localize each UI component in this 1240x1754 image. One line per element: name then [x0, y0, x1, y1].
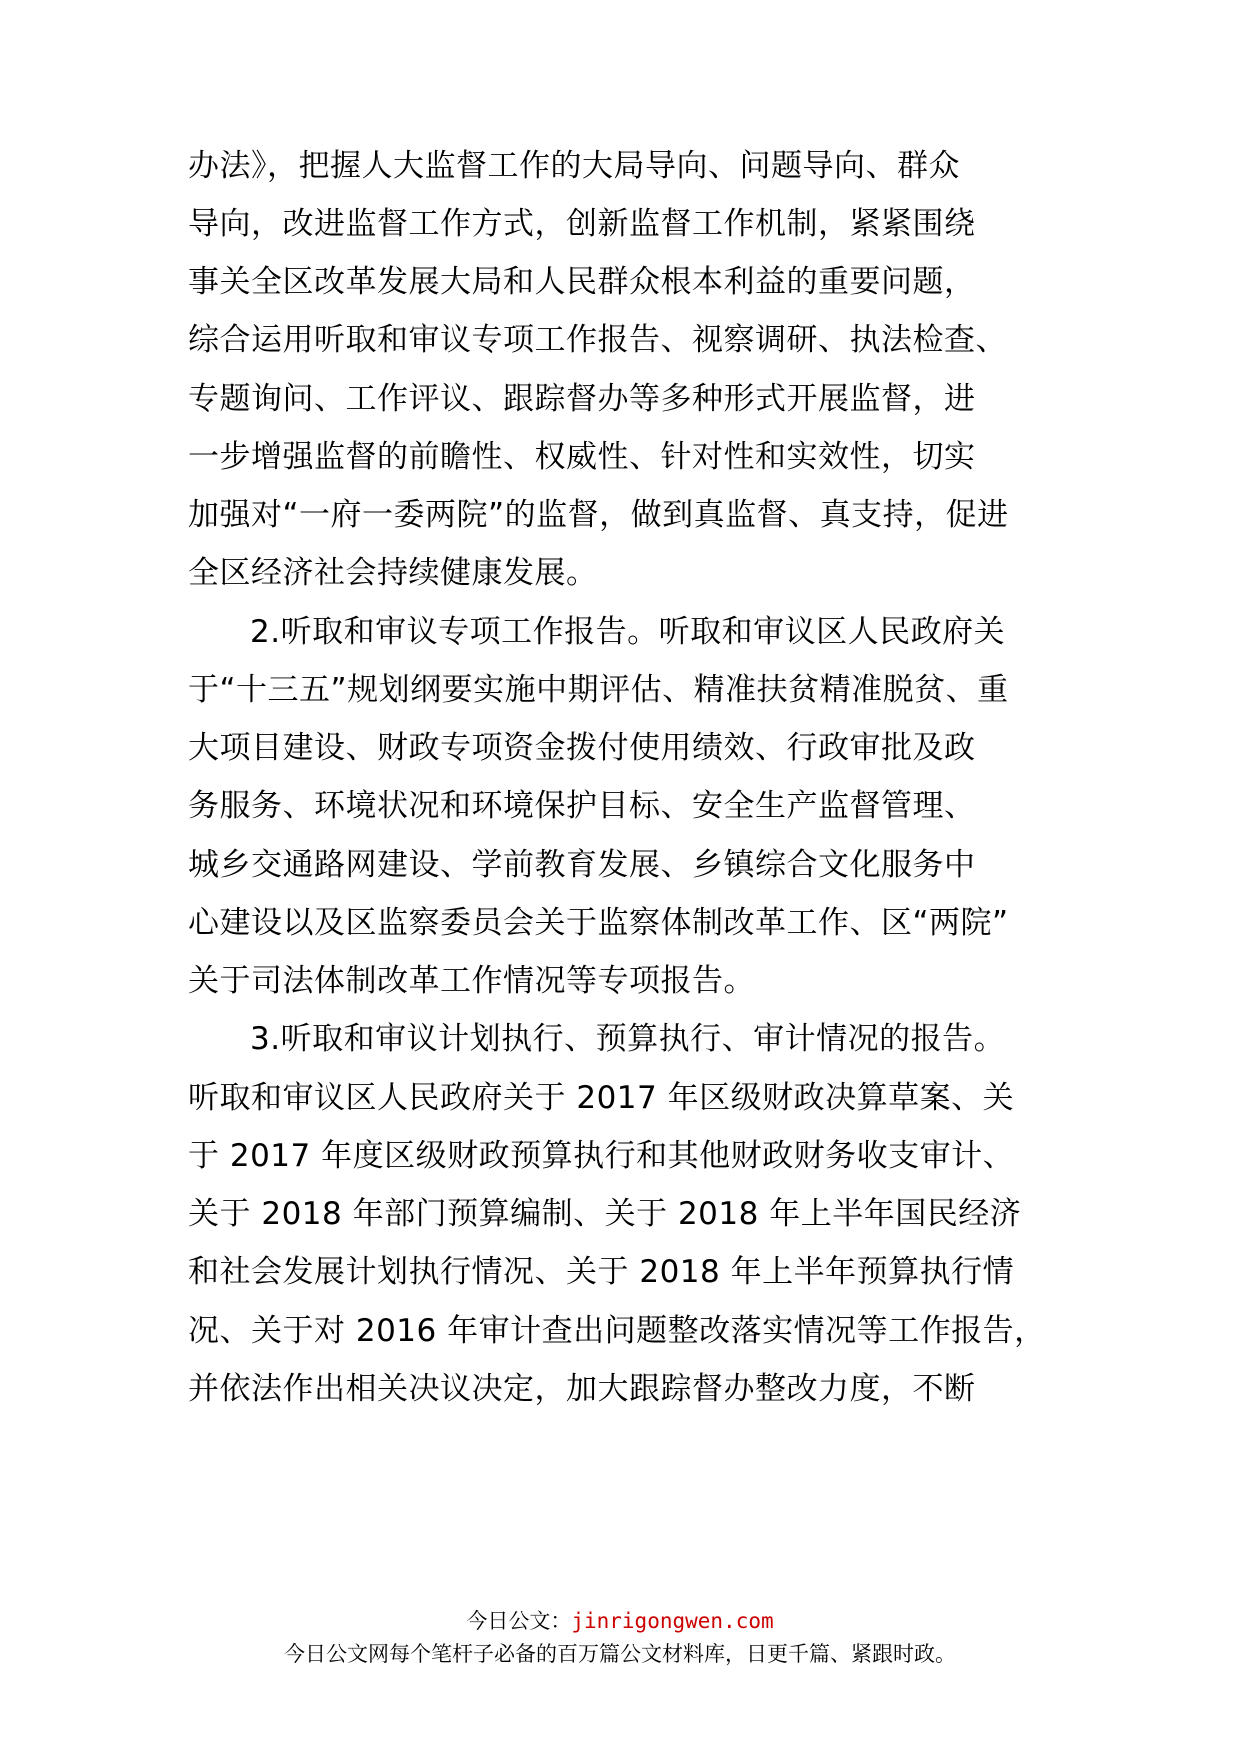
paragraph-start-line: 3.听取和审议计划执行、预算执行、审计情况的报告。	[250, 1021, 1006, 1057]
text-line: 全区经济社会持续健康发展。	[188, 555, 598, 591]
text-line: 和社会发展计划执行情况、关于 2018 年上半年预算执行情	[188, 1254, 1015, 1290]
text-line: 务服务、环境状况和环境保护目标、安全生产监督管理、	[188, 788, 976, 824]
paragraph-start-line: 2.听取和审议专项工作报告。听取和审议区人民政府关	[250, 614, 1006, 650]
text-line: 心建设以及区监察委员会关于监察体制改革工作、区“两院”	[188, 905, 1009, 941]
footer-site-label: 今日公文：	[466, 1609, 572, 1633]
text-line: 关于司法体制改革工作情况等专项报告。	[188, 963, 755, 999]
text-line: 办法》，把握人大监督工作的大局导向、问题导向、群众	[188, 148, 960, 184]
text-line: 关于 2018 年部门预算编制、关于 2018 年上半年国民经济	[188, 1196, 1022, 1232]
text-line: 事关全区改革发展大局和人民群众根本利益的重要问题，	[188, 264, 976, 300]
text-line: 专题询问、工作评议、跟踪督办等多种形式开展监督，进	[188, 381, 976, 417]
text-line: 加强对“一府一委两院”的监督，做到真监督、真支持，促进	[188, 497, 1009, 533]
text-line: 听取和审议区人民政府关于 2017 年区级财政决算草案、关	[188, 1080, 1015, 1116]
text-line: 于“十三五”规划纲要实施中期评估、精准扶贫精准脱贫、重	[188, 672, 1009, 708]
text-line: 综合运用听取和审议专项工作报告、视察调研、执法检查、	[188, 322, 1007, 358]
footer-site-url[interactable]: jinrigongwen.com	[571, 1609, 774, 1633]
footer-site	[0, 1607, 1240, 1635]
text-line: 导向，改进监督工作方式，创新监督工作机制，紧紧围绕	[188, 206, 976, 242]
text-line: 一步增强监督的前瞻性、权威性、针对性和实效性，切实	[188, 439, 976, 475]
text-line: 于 2017 年度区级财政预算执行和其他财政财务收支审计、	[188, 1138, 1015, 1174]
text-line: 况、关于对 2016 年审计查出问题整改落实情况等工作报告，	[188, 1313, 1046, 1349]
text-line: 城乡交通路网建设、学前教育发展、乡镇综合文化服务中	[188, 847, 976, 883]
footer-slogan: 今日公文网每个笔杆子必备的百万篇公文材料库，日更千篇、紧跟时政。	[284, 1642, 956, 1666]
text-line: 大项目建设、财政专项资金拨付使用绩效、行政审批及政	[188, 730, 976, 766]
text-line: 并依法作出相关决议决定，加大跟踪督办整改力度，不断	[188, 1371, 976, 1407]
